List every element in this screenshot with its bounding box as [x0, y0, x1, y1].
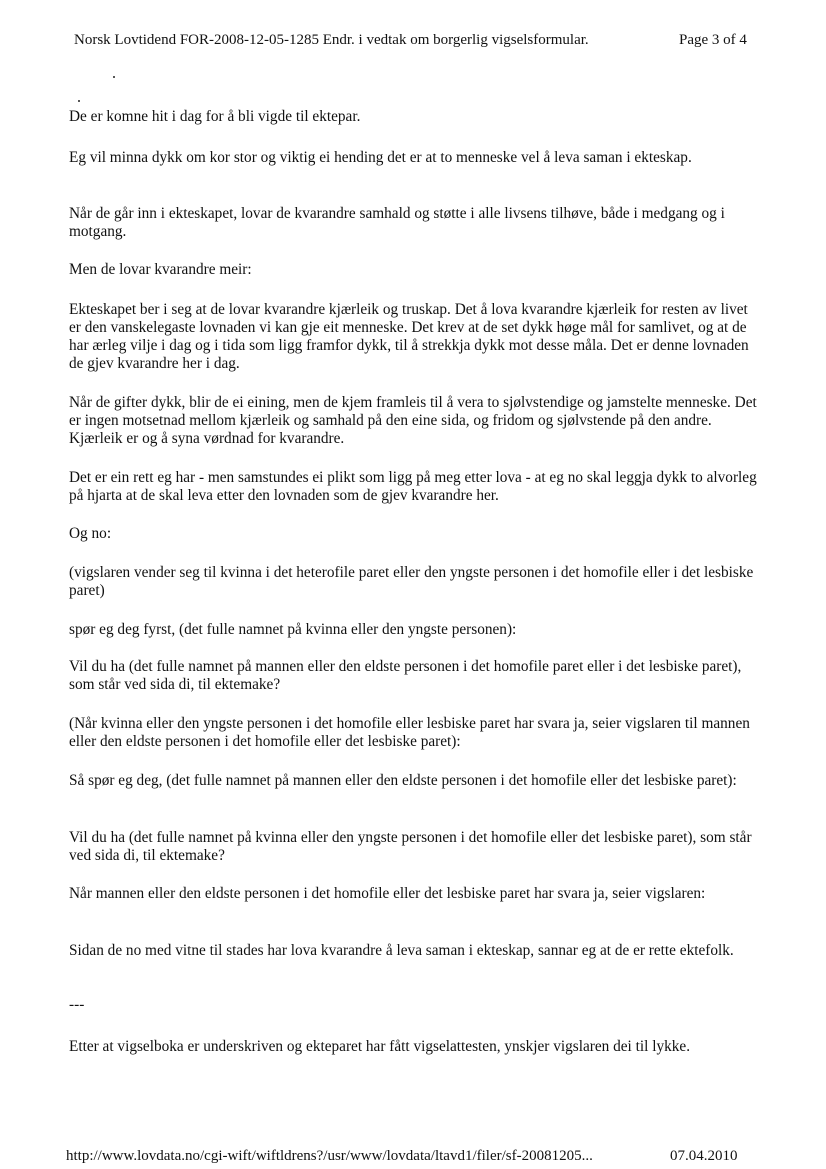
- scan-speck: [113, 76, 115, 78]
- scan-speck: [78, 100, 80, 102]
- document-title: Norsk Lovtidend FOR-2008-12-05-1285 Endr. i vedtak om borgerlig vigselsformular.: [74, 32, 589, 48]
- paragraph-duty: Det er ein rett eg har - men samstundes ei plikt som ligg på meg etter lova - at eg no skal leggja dykk to alvorleg på hjarta at de skal leva etter den lovnaden som de gjev kvarandre her.: [69, 469, 757, 504]
- paragraph-vow-question-1: Vil du ha (det fulle namnet på mannen eller den eldste personen i det homofile paret eller i det lesbiske paret), som står ved sida di, til ektemake?: [69, 658, 742, 693]
- paragraph-promise-support: Når de går inn i ekteskapet, lovar de kvarandre samhald og støtte i alle livsens tilhøve, både i medgang og i motgang.: [69, 205, 725, 240]
- paragraph-question-second: Så spør eg deg, (det fulle namnet på mannen eller den eldste personen i det homofile eller det lesbiske paret):: [69, 772, 737, 789]
- paragraph-declaration: Sidan de no med vitne til stades har lova kvarandre å leva saman i ekteskap, sannar eg at de er rette ektefolk.: [69, 942, 734, 959]
- paragraph-closing: Etter at vigselboka er underskriven og ekteparet har fått vigselattesten, ynskjer vigslaren dei til lykke.: [69, 1038, 691, 1055]
- paragraph-and-now: Og no:: [69, 525, 112, 542]
- paragraph-unity: Når de gifter dykk, blir de ei eining, men de kjem framleis til å vera to sjølvstendige og jamstelte menneske. Det er ingen motsetnad mellom kjærleik og samhald på den eine sida, og fridom og sjølvstende på den andre. Kjærleik er og å syna vørdnad for kvarandre.: [69, 394, 757, 447]
- footer-url: http://www.lovdata.no/cgi-wift/wiftldrens?/usr/www/lovdata/ltavd1/filer/sf-20081205...: [66, 1148, 593, 1164]
- section-separator: ---: [69, 996, 85, 1013]
- paragraph-instruction-1: (vigslaren vender seg til kvinna i det heterofile paret eller den yngste personen i det homofile eller i det lesbiske paret): [69, 564, 754, 599]
- paragraph-vow-question-2: Vil du ha (det fulle namnet på kvinna eller den yngste personen i det homofile eller det lesbiske paret), som står ved sida di, til ektemake?: [69, 829, 752, 864]
- paragraph-love-faithfulness: Ekteskapet ber i seg at de lovar kvarandre kjærleik og truskap. Det å lova kvarandre kjærleik for resten av livet er den vanskelegaste lovnaden vi kan gje eit menneske. Det krev at de set dykk høge mål for samlivet, og at de har ærleg vilje i dag og i tida som ligg framfor dykk, til å strekkja dykk mot desse måla. Det er denne lovnaden de gjev kvarandre her i dag.: [69, 301, 749, 372]
- paragraph-instruction-2: (Når kvinna eller den yngste personen i det homofile eller lesbiske paret har svara ja, seier vigslaren til mannen eller den eldste personen i det homofile eller det lesbiske paret):: [69, 715, 750, 750]
- paragraph-promise-more: Men de lovar kvarandre meir:: [69, 261, 252, 278]
- paragraph-instruction-3: Når mannen eller den eldste personen i det homofile eller det lesbiske paret har svara ja, seier vigslaren:: [69, 885, 706, 902]
- footer-date: 07.04.2010: [670, 1148, 738, 1164]
- paragraph-question-first: spør eg deg fyrst, (det fulle namnet på kvinna eller den yngste personen):: [69, 621, 517, 638]
- paragraph-reminder: Eg vil minna dykk om kor stor og viktig ei hending det er at to menneske vel å leva saman i ekteskap.: [69, 149, 692, 166]
- page-number: Page 3 of 4: [679, 32, 747, 48]
- paragraph-intro: De er komne hit i dag for å bli vigde til ektepar.: [69, 108, 361, 125]
